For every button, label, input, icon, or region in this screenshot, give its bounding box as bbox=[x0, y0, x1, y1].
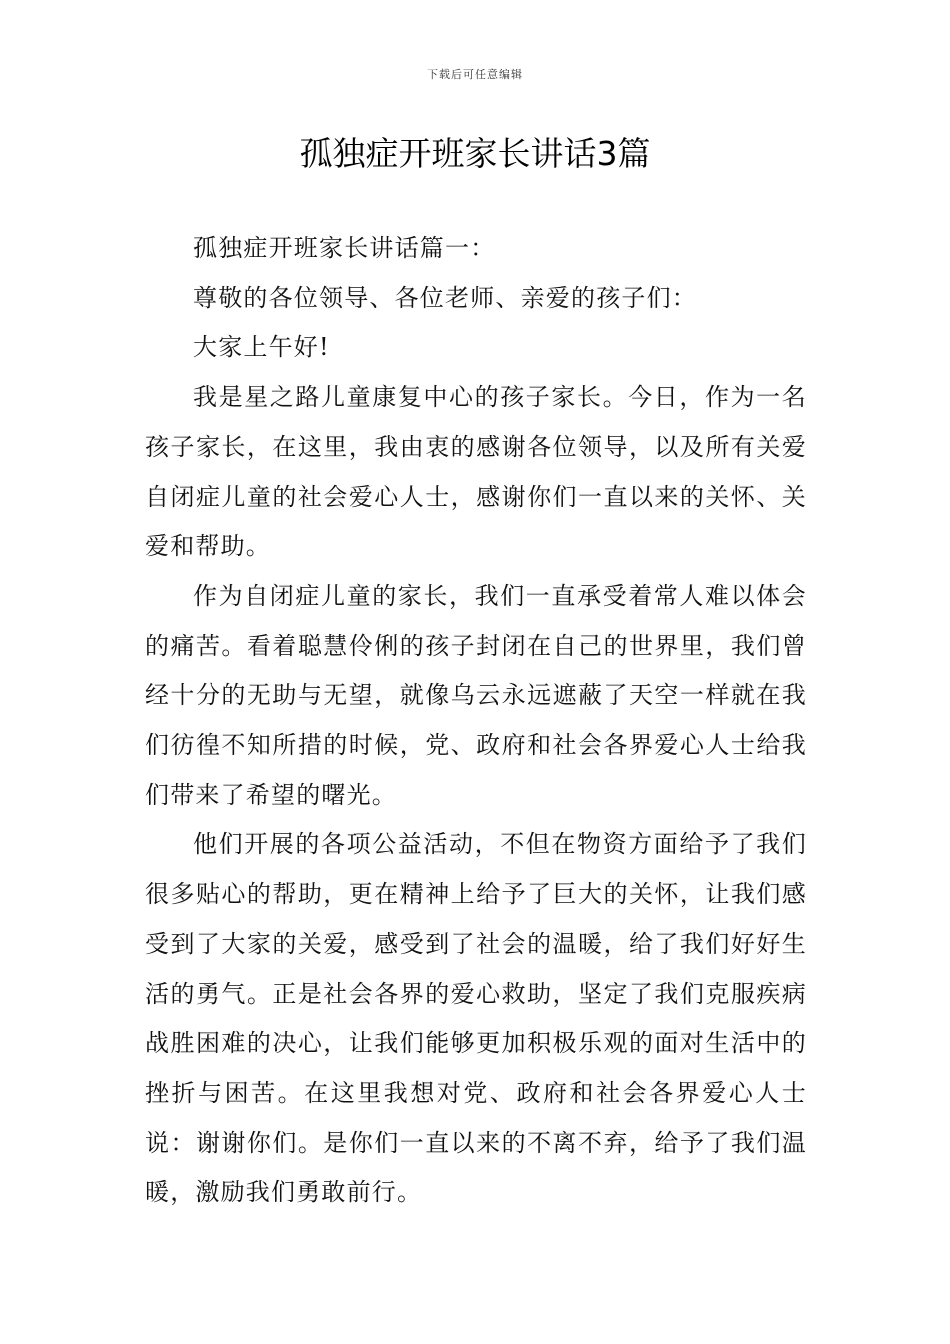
header-note: 下载后可任意编辑 bbox=[427, 68, 523, 81]
body-paragraph: 作为自闭症儿童的家长，我们一直承受着常人难以体会的痛苦。看着聪慧伶俐的孩子封闭在自己的世界里，我们曾经十分的无助与无望，就像乌云永远遮蔽了天空一样就在我们彷徨不知所措的时候，党、政府和社会各界爱心人士给我们带来了希望的曙光。 bbox=[145, 581, 807, 809]
body-paragraph: 他们开展的各项公益活动，不但在物资方面给予了我们很多贴心的帮助，更在精神上给予了巨大的关怀，让我们感受到了大家的关爱，感受到了社会的温暖，给了我们好好生活的勇气。正是社会各界的爱心救助，坚定了我们克服疾病战胜困难的决心，让我们能够更加积极乐观的面对生活中的挫折与困苦。在这里我想对党、政府和社会各界爱心人士说：谢谢你们。是你们一直以来的不离不弃，给予了我们温暖，激励我们勇敢前行。 bbox=[145, 830, 807, 1207]
greeting: 大家上午好! bbox=[193, 333, 330, 362]
document-body bbox=[145, 224, 807, 1218]
document-title: 孤独症开班家长讲话3篇 bbox=[299, 134, 651, 173]
salutation: 尊敬的各位领导、各位老师、亲爱的孩子们： bbox=[193, 283, 697, 312]
body-paragraph: 我是星之路儿童康复中心的孩子家长。今日，作为一名孩子家长，在这里，我由衷的感谢各位领导，以及所有关爱自闭症儿童的社会爱心人士，感谢你们一直以来的关怀、关爱和帮助。 bbox=[145, 383, 807, 561]
section-heading: 孤独症开班家长讲话篇一： bbox=[193, 234, 496, 262]
